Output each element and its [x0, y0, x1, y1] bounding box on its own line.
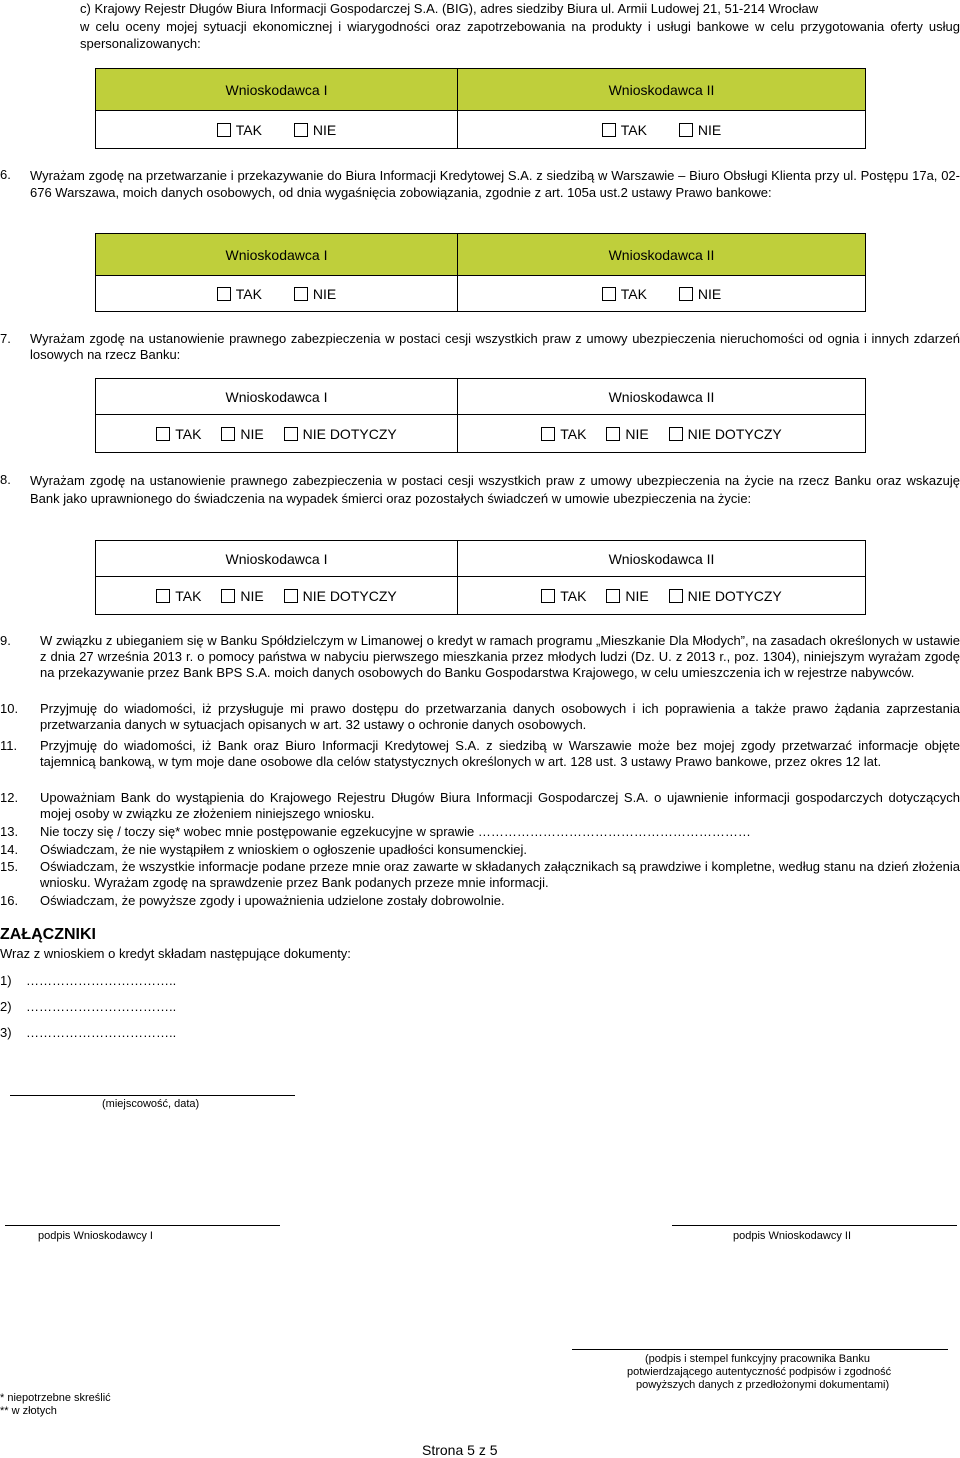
consent-table-8: [95, 540, 866, 615]
applicant-1-header: Wnioskodawca I: [96, 69, 458, 111]
checkbox-yes-applicant-2[interactable]: TAK: [602, 286, 647, 302]
checkbox-no-applicant-1[interactable]: NIE: [294, 122, 336, 138]
checkbox-icon: [679, 287, 693, 301]
item-8-number: 8.: [0, 472, 11, 487]
checkbox-yes-applicant-1[interactable]: TAK: [217, 286, 262, 302]
item-7-text: Wyrażam zgodę na ustanowienie prawnego zabezpieczenia w postaci cesji wszystkich praw z umowy ubezpieczenia nieruchomości od ognia i innych zdarzeń losowych na rzecz Banku:: [30, 331, 960, 362]
attachments-intro: Wraz z wnioskiem o kredyt składam następujące dokumenty:: [0, 946, 351, 961]
checkbox-icon: [541, 427, 555, 441]
checkbox-icon: [156, 427, 170, 441]
checkbox-icon: [156, 589, 170, 603]
checkbox-icon: [221, 589, 235, 603]
applicant-2-header: Wnioskodawca II: [458, 541, 866, 577]
intro-text: w celu oceny mojej sytuacji ekonomicznej i wiarygodności oraz zapotrzebowania na produkty i usługi bankowe w celu przygotowania oferty usług spersonalizowanych:: [80, 19, 960, 51]
applicant-2-header: Wnioskodawca II: [458, 234, 866, 276]
checkbox-no-applicant-1[interactable]: NIE: [221, 426, 263, 442]
checkbox-yes-applicant-1[interactable]: TAK: [217, 122, 262, 138]
checkbox-no-applicant-1[interactable]: NIE: [294, 286, 336, 302]
checkbox-icon: [602, 123, 616, 137]
checkbox-icon: [602, 287, 616, 301]
consent-table-6: [95, 233, 866, 312]
checkbox-na-applicant-1[interactable]: NIE DOTYCZY: [284, 588, 397, 604]
attachment-item[interactable]: 2) ……………………………..: [0, 999, 177, 1014]
checkbox-no-applicant-2[interactable]: NIE: [606, 426, 648, 442]
applicant-1-header: Wnioskodawca I: [96, 234, 458, 276]
footnote: * niepotrzebne skreślić: [0, 1392, 111, 1404]
applicant-2-header: Wnioskodawca II: [458, 69, 866, 111]
checkbox-na-applicant-2[interactable]: NIE DOTYCZY: [669, 588, 782, 604]
checkbox-icon: [679, 123, 693, 137]
checkbox-no-applicant-1[interactable]: NIE: [221, 588, 263, 604]
bank-signature-label-1: (podpis i stempel funkcyjny pracownika Banku: [645, 1353, 871, 1365]
checkbox-icon: [669, 427, 683, 441]
checkbox-icon: [284, 427, 298, 441]
item-6-number: 6.: [0, 167, 11, 182]
attachment-item[interactable]: 3) ……………………………..: [0, 1025, 177, 1040]
applicant-1-header: Wnioskodawca I: [96, 379, 458, 415]
attachment-item[interactable]: 1) ……………………………..: [0, 973, 177, 988]
signature-line-applicant-1[interactable]: [5, 1225, 280, 1226]
checkbox-no-applicant-2[interactable]: NIE: [679, 286, 721, 302]
checkbox-yes-applicant-2[interactable]: TAK: [541, 588, 586, 604]
place-date-line[interactable]: [10, 1095, 295, 1096]
item-8-text: Wyrażam zgodę na ustanowienie prawnego zabezpieczenia w postaci cesji wszystkich praw z umowy ubezpieczenia na życie na rzecz Banku oraz wskazuję Bank jako uprawnionego do świadczenia na wypadek śmierci oraz pozostałych świadczeń w umowie ubezpieczenia na życie:: [30, 473, 960, 506]
signature-label-applicant-2: podpis Wnioskodawcy II: [733, 1230, 851, 1242]
checkbox-icon: [284, 589, 298, 603]
checkbox-icon: [294, 123, 308, 137]
consent-table-7: [95, 378, 866, 453]
bank-signature-label-3: powyższych danych z przedłożonymi dokumentami): [636, 1379, 890, 1391]
intro-line: c) Krajowy Rejestr Długów Biura Informacji Gospodarczej S.A. (BIG), adres siedziby Biura ul. Armii Ludowej 21, 51-214 Wrocław: [80, 1, 819, 16]
checkbox-no-applicant-2[interactable]: NIE: [679, 122, 721, 138]
item-7-number: 7.: [0, 331, 11, 346]
footnote: ** w złotych: [0, 1405, 57, 1417]
consent-table-intro: [95, 68, 866, 149]
signature-label-applicant-1: podpis Wnioskodawcy I: [38, 1230, 153, 1242]
signature-line-applicant-2[interactable]: [672, 1225, 957, 1226]
signature-line-bank[interactable]: [572, 1349, 948, 1350]
applicant-1-header: Wnioskodawca I: [96, 541, 458, 577]
bank-signature-label-2: potwierdzającego autentyczność podpisów i zgodność: [627, 1366, 892, 1378]
checkbox-icon: [541, 589, 555, 603]
checkbox-icon: [606, 427, 620, 441]
item-6-text: Wyrażam zgodę na przetwarzanie i przekazywanie do Biura Informacji Kredytowej S.A. z siedzibą w Warszawie – Biuro Obsługi Klienta przy ul. Postępu 17a, 02-676 Warszawa, moich danych osobowych, od dnia wygaśnięcia zobowiązania, zgodnie z art. 105a ust.2 ustawy Prawo bankowe:: [30, 168, 960, 200]
checkbox-na-applicant-1[interactable]: NIE DOTYCZY: [284, 426, 397, 442]
checkbox-icon: [221, 427, 235, 441]
checkbox-yes-applicant-1[interactable]: TAK: [156, 426, 201, 442]
checkbox-icon: [217, 287, 231, 301]
checkbox-yes-applicant-2[interactable]: TAK: [541, 426, 586, 442]
checkbox-yes-applicant-2[interactable]: TAK: [602, 122, 647, 138]
checkbox-icon: [606, 589, 620, 603]
applicant-2-header: Wnioskodawca II: [458, 379, 866, 415]
checkbox-icon: [294, 287, 308, 301]
page-number: Strona 5 z 5: [422, 1442, 498, 1458]
checkbox-icon: [217, 123, 231, 137]
place-date-label: (miejscowość, data): [102, 1098, 200, 1110]
checkbox-icon: [669, 589, 683, 603]
attachments-title: ZAŁĄCZNIKI: [0, 926, 96, 943]
checkbox-yes-applicant-1[interactable]: TAK: [156, 588, 201, 604]
checkbox-no-applicant-2[interactable]: NIE: [606, 588, 648, 604]
checkbox-na-applicant-2[interactable]: NIE DOTYCZY: [669, 426, 782, 442]
